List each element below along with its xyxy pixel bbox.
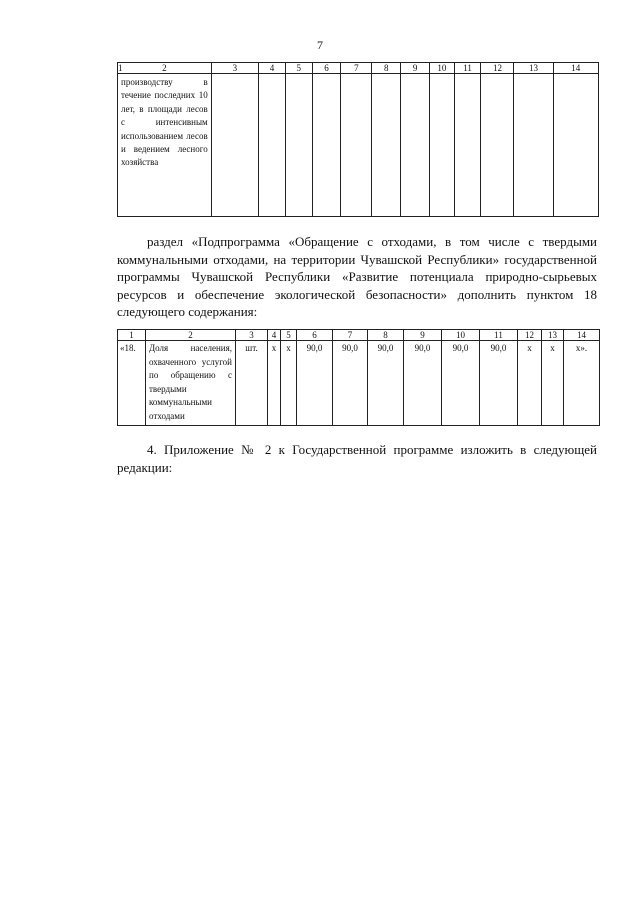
column-header: 12 [518,330,542,341]
table-indicators-forest [117,62,599,217]
value-cell: 90,0 [368,341,404,426]
column-header: 8 [368,330,404,341]
indicator-description: Доля населения, охваченного услугой по обращению с твердыми коммунальными отходами [146,341,236,426]
column-header: 13 [542,330,564,341]
column-header: 9 [404,330,442,341]
value-cell: х [281,341,297,426]
column-header: 3 [236,330,268,341]
column-header: 4 [268,330,281,341]
value-cell: 90,0 [404,341,442,426]
paragraph-subprogram: раздел «Подпрограмма «Обращение с отходами, в том числе с твердыми коммунальными отходами, на территории Чувашской Республики» государственной программы Чувашской Республики «Развитие потенциала природно-сырьевых ресурсов и обеспечение экологической безопасности» дополнить пунктом 18 следующего содержания: [117,234,597,320]
table-waste-indicator [117,329,600,426]
value-cell: х [542,341,564,426]
column-header: 11 [454,63,481,74]
column-header: 2 [146,330,236,341]
column-header: 7 [333,330,368,341]
column-header: 1 [118,330,146,341]
column-header: 6 [312,63,341,74]
column-header: 8 [372,63,401,74]
column-header: 7 [341,63,372,74]
indicator-description: производству в течение последних 10 лет, в площади лесов с интенсивным использованием лесов и ведением лесного хозяйства [118,74,212,217]
value-cell: х [268,341,281,426]
value-cell: х». [564,341,600,426]
table-row [118,341,600,426]
column-header: 14 [553,63,598,74]
row-number: «18. [118,341,146,426]
column-header: 14 [564,330,600,341]
column-header: 5 [281,330,297,341]
column-header: 10 [442,330,480,341]
value-cell: х [518,341,542,426]
column-header: 4 [259,63,286,74]
column-header: 5 [285,63,312,74]
column-header: 13 [514,63,553,74]
value-cell: 90,0 [297,341,333,426]
column-header: 9 [401,63,430,74]
column-header: 10 [430,63,455,74]
table-header-row: 1 2 3 4 5 6 7 8 9 10 11 12 13 14 [118,63,599,74]
column-header: 12 [481,63,514,74]
column-header: 2 [118,63,212,74]
value-cell: 90,0 [333,341,368,426]
unit-cell: шт. [236,341,268,426]
table-header-row [118,330,600,341]
table-row [118,74,599,217]
value-cell: 90,0 [442,341,480,426]
page-number: 7 [317,38,323,52]
column-header: 6 [297,330,333,341]
column-header: 11 [480,330,518,341]
column-header: 3 [211,63,258,74]
value-cell: 90,0 [480,341,518,426]
paragraph-appendix: 4. Приложение № 2 к Государственной программе изложить в следующей редакции: [117,442,597,475]
